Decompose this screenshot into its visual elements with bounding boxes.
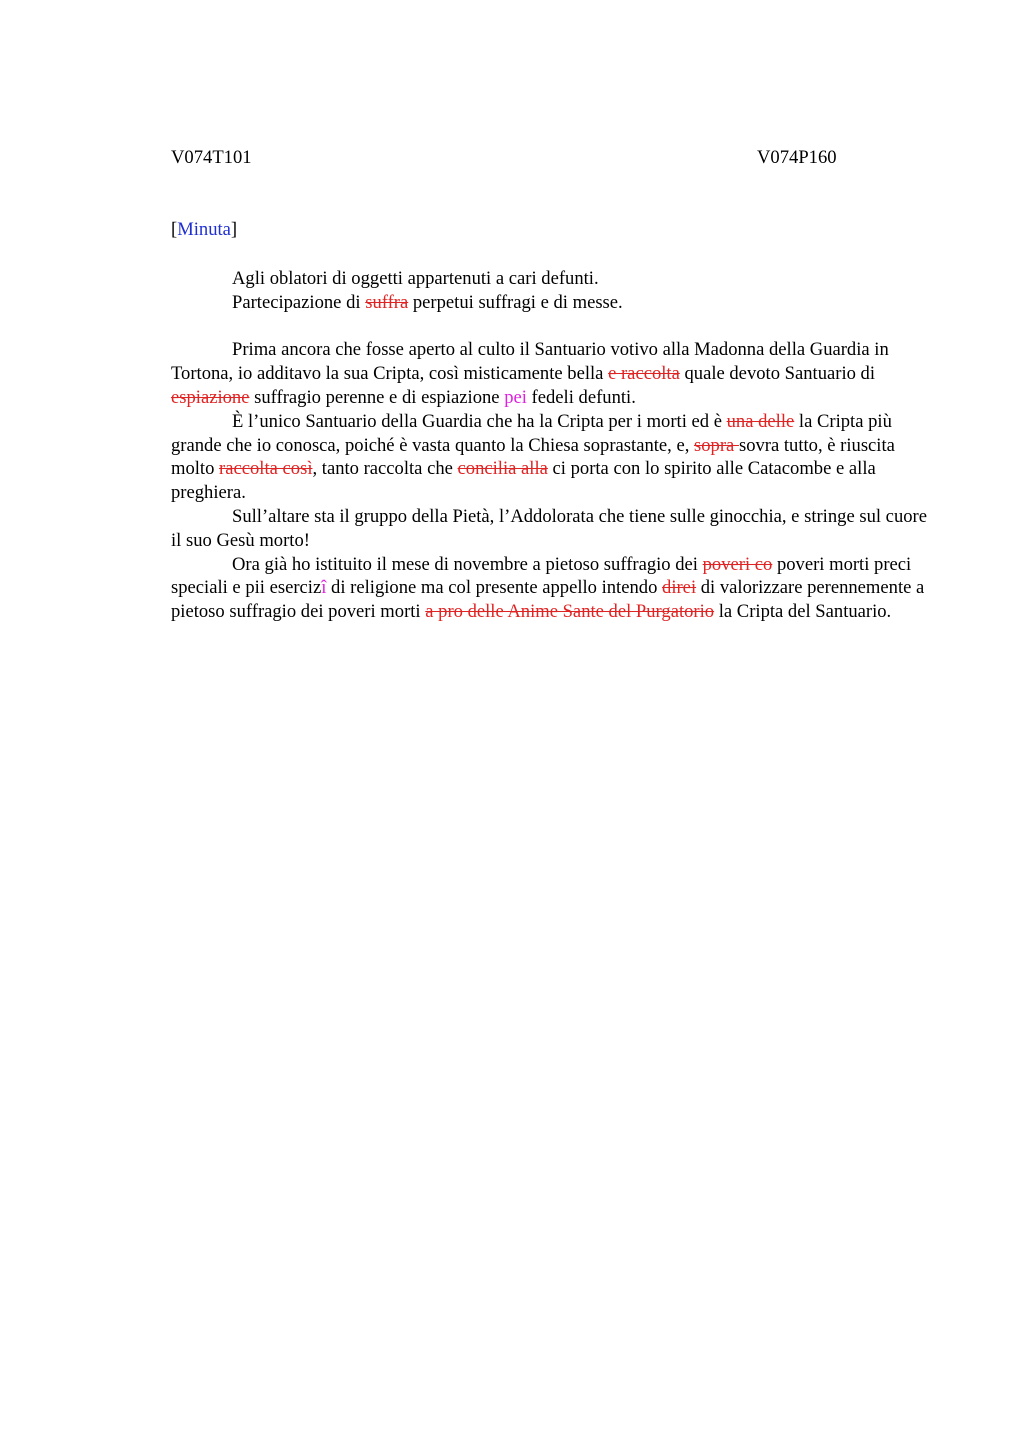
text-run: fedeli defunti. (526, 386, 636, 408)
document-body (171, 267, 931, 624)
deletion: a pro delle Anime Sante del Purgatorio (425, 601, 715, 623)
insertion: î (321, 577, 327, 599)
tag-open-bracket: [ (171, 219, 178, 240)
paragraph-1 (171, 338, 931, 409)
deletion: espiazione (171, 386, 250, 408)
deletion: poveri co (702, 553, 773, 575)
deletion: una delle (726, 410, 795, 432)
text-run: Prima ancora che fosse aperto al culto il Santuario votivo alla Madonna della Guardia in Tortona, io additavo la sua Cripta, così misticamente bella (171, 339, 889, 385)
text-run: Ora già ho istituito il mese di novembre a pietoso suffragio dei (232, 553, 703, 575)
intro-line-1: Agli oblatori di oggetti appartenuti a cari defunti. (232, 268, 599, 289)
text-run: , tanto raccolta che (312, 458, 458, 480)
deletion: concilia alla (457, 458, 548, 480)
text-run: quale devoto Santuario di (679, 363, 876, 385)
minuta-tag (171, 219, 237, 241)
text-run: di religione ma col presente appello intendo (326, 577, 663, 599)
paragraph-3: Sull’altare sta il gruppo della Pietà, l’Addolorata che tiene sulle ginocchia, e stringe sul cuore il suo Gesù morto! (171, 505, 927, 551)
text-run: poveri morti preci speciali e pii eserciz (171, 553, 912, 599)
spacer (171, 315, 931, 339)
text-run: perpetui suffragi e di messe. (408, 291, 623, 313)
text-run: la Cripta del Santuario. (714, 601, 892, 623)
document-code-right: V074P160 (757, 147, 837, 168)
paragraph-4 (171, 553, 931, 624)
tag-label: Minuta (177, 219, 231, 240)
text-run: ci porta con lo spirito alle Catacombe e alla preghiera. (171, 458, 876, 504)
paragraph-2 (171, 410, 931, 505)
document-code-left: V074T101 (171, 147, 252, 168)
deletion: direi (662, 577, 697, 599)
deletion: e raccolta (608, 363, 680, 385)
text-run: È l’unico Santuario della Guardia che ha la Cripta per i morti ed è (232, 410, 727, 432)
tag-close-bracket: ] (230, 219, 238, 240)
text-run: sovra tutto, è riuscita molto (171, 434, 895, 480)
deletion: suffra (365, 291, 409, 313)
deletion: raccolta così (219, 458, 313, 480)
text-run: Partecipazione di (232, 291, 366, 313)
text-run: la Cripta più grande che io conosca, poiché è vasta quanto la Chiesa soprastante, e, (171, 410, 892, 456)
text-run: di valorizzare perennemente a pietoso suffragio dei poveri morti (171, 577, 925, 623)
intro-line-2 (171, 291, 931, 315)
text-run: suffragio perenne e di espiazione (249, 386, 505, 408)
deletion: sopra (694, 434, 739, 456)
insertion: pei (504, 386, 527, 408)
